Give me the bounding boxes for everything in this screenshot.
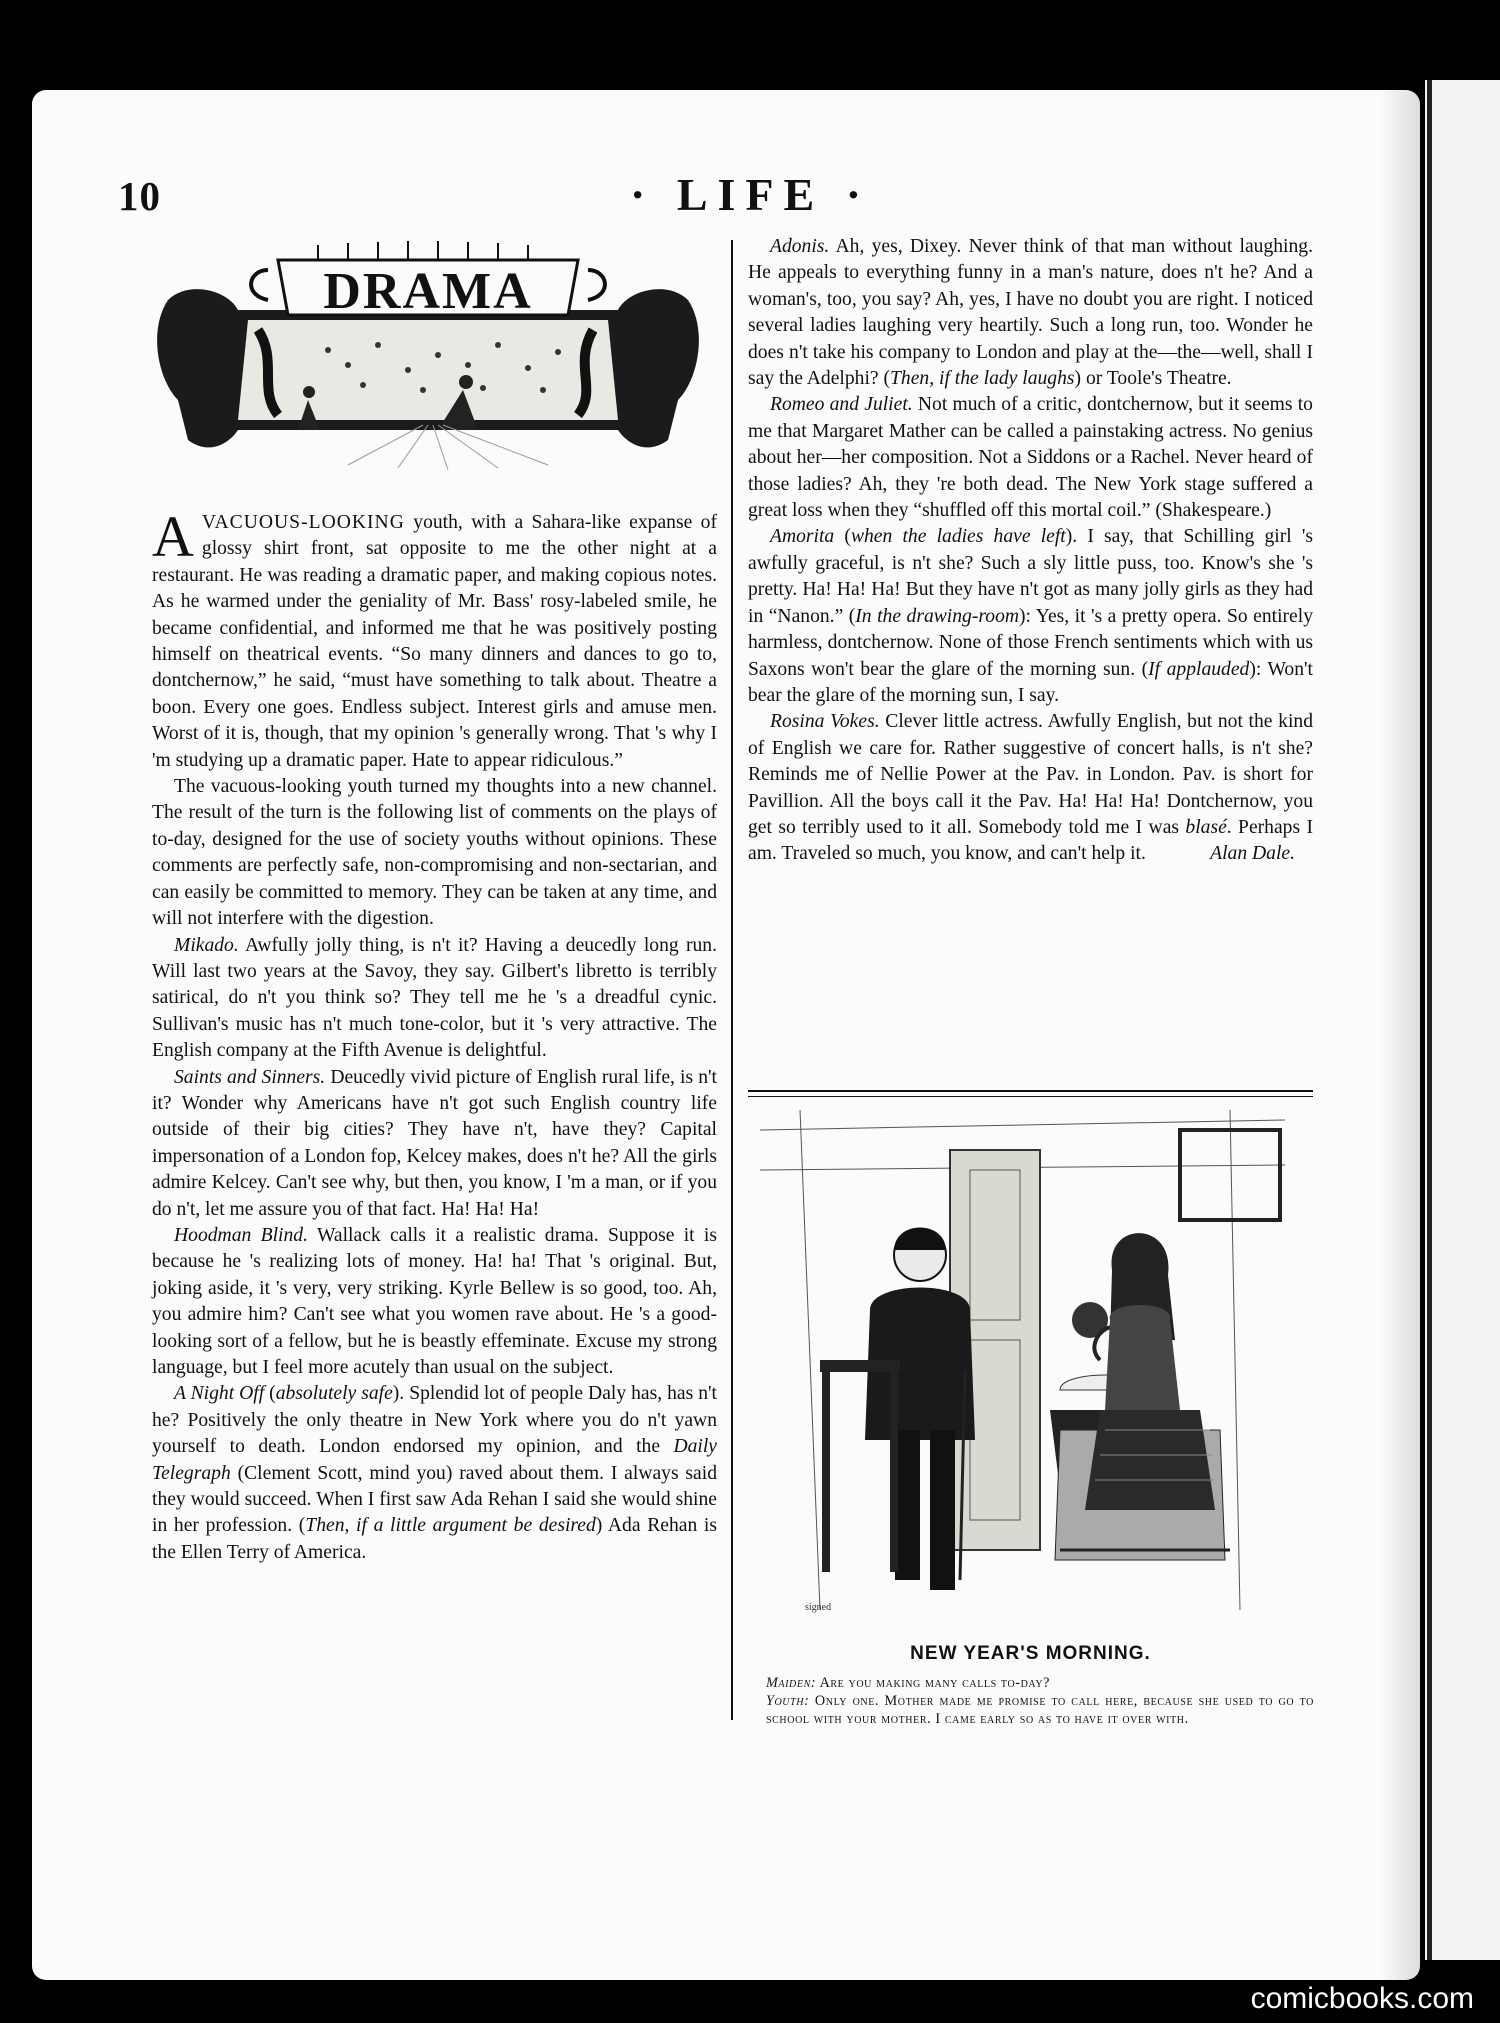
entry-text: Clever little actress. Awfully English, but not the kind of English we care for. Rather suggestive of concert halls, is n't she? Reminds me of Nellie Power at the Pav. in London. Pav. is short for Pavillion. All the boys call it the Pav. Ha! Ha! Ha! Dontchernow, you get so terribly used to it all. Somebody told me I was: [748, 711, 1313, 838]
entry-hoodman-blind: [152, 1223, 717, 1381]
entry-adonis: [748, 234, 1313, 392]
play-title-night-off: A Night Off: [174, 1383, 265, 1405]
play-title-rosina: Rosina Vokes.: [770, 711, 880, 733]
play-title-saints: Saints and Sinners.: [174, 1066, 326, 1088]
blase-word: blasé: [1185, 816, 1227, 838]
play-title-adonis: Adonis.: [770, 236, 830, 257]
drop-cap: A: [152, 504, 194, 569]
entry-mikado: [152, 933, 717, 1065]
play-title-hoodman: Hoodman Blind.: [174, 1224, 308, 1246]
entry-text: : Won't bear the glare of the morning sun, I say.: [748, 658, 1313, 706]
section-rule-top: [748, 1090, 1313, 1092]
entry-rosina-vokes: [748, 709, 1313, 867]
stage-direction: Then, if a little argument be desired: [305, 1515, 596, 1537]
stage-direction: absolutely safe: [275, 1383, 393, 1405]
entry-text: : Yes, it 's a pretty opera. So entirely harmless, dontchernow. None of those French sentiments which with us Saxons won't bear the glare of the morning sun. (: [748, 605, 1313, 680]
play-title-mikado: Mikado.: [174, 934, 239, 956]
drama-column-right: [748, 234, 1313, 868]
stage-direction: In the drawing-room: [855, 605, 1020, 627]
watermark: comicbooks.com: [1250, 1982, 1474, 2015]
new-years-morning-illustration: [760, 1110, 1285, 1650]
entry-text: Awfully jolly thing, is n't it? Having a deucedly long run. Will last two years at the Savoy, they say. Gilbert's libretto is terribly satirical, do n't you think so? They tell me he 's a dreadful cynic. Sullivan's music has n't much tone-color, but it 's very attractive. The English company at the Fifth Avenue is delightful.: [152, 934, 717, 1062]
stage-direction: when the ladies have left: [850, 526, 1066, 548]
entry-a-night-off: A Night Off (absolutely safe). Splendid lot of people Daly has, has n't he? Positively the only theatre in New York where you do n't yawn yourself to death. London endorsed my opinion, and the Daily Telegraph (Clement Scott, mind you) raved about them. I always said they would succeed. When I first saw Ada Rehan I said she would shine in her profession. (Then, if a little argument be desired) Ada Rehan is the Ellen Terry of America.: [152, 1383, 717, 1563]
masthead: · LIFE ·: [630, 169, 872, 220]
entry-text: Wallack calls it a realistic drama. Suppose it is because he 's realizing lots of money. Ha! ha! That 's original. But, joking aside, it 's very, very striking. Kyrle Bellew is so good, too. Ah, you admire him? Can't see what you women rave about. He 's a good-looking sort of a fellow, but he is beastly effeminate. Excuse my strong language, but I feel more acutely than usual on the subject.: [152, 1224, 718, 1378]
entry-text: ) Ada Rehan is the Ellen Terry of America.: [152, 1515, 717, 1563]
stage-direction: If applauded: [1148, 658, 1250, 680]
author-signature: Alan Dale.: [1210, 843, 1295, 865]
entry-text: (Clement Scott, mind you) raved about them. I always said they would succeed. When I first saw Ada Rehan I said she would shine in her profession. (: [152, 1462, 717, 1537]
entry-amorita: Amorita (when the ladies have left). I say, that Schilling girl 's awfully graceful, is n't she? Such a sly little puss, too. Know's she 's pretty. Ha! Ha! Ha! But they have n't got as many jolly girls as they had in “Nanon.” (In the drawing-room): Yes, it 's a pretty opera. So entirely harmless, dontchernow. None of those French sentiments which with us Saxons won't bear the glare of the morning sun. (If applauded): Won't bear the glare of the morning sun, I say.: [748, 526, 1313, 706]
play-title-romeo: Romeo and Juliet.: [770, 394, 913, 416]
entry-text: . Perhaps I am. Traveled so much, you know, and can't help it.: [748, 816, 1313, 865]
entry-text: Ah, yes, Dixey. Never think of that man without laughing. He appeals to everything funny in a man's nature, does n't he? And a woman's, too, you say? Ah, yes, I have no doubt you are right. I noticed several ladies laughing very heartily. Such a long run, too. Wonder he does n't take his company to London and play at the—the—well, shall I say the Adelphi? (: [748, 236, 1313, 390]
channel-paragraph: The vacuous-looking youth turned my thoughts into a new channel. The result of the turn is the following list of comments on the plays of to-day, designed for the use of society youths without opinions. These comments are perfectly safe, non-compromising and non-sectarian, and can easily be committed to memory. They can be taken at any time, and will not interfere with the digestion.: [152, 776, 717, 930]
svg-text:signed: signed: [805, 1602, 832, 1613]
youth-line: Only one. Mother made me promise to call here, because she used to go to school with your mother. I came early so as to have it over with.: [766, 1693, 1314, 1728]
drama-title: DRAMA: [323, 263, 533, 320]
maiden-line: Are you making many calls to-day?: [819, 1675, 1051, 1691]
speaker-maiden: Maiden:: [766, 1675, 817, 1691]
entry-text: I say, that Schilling girl 's awfully graceful, is n't she? Such a sly little puss, too. Know's she 's pretty. Ha! Ha! Ha! But they have n't got as many jolly girls as they had in “Nanon.” (: [748, 526, 1313, 627]
stage-direction: Then, if the lady laughs: [890, 368, 1075, 390]
speaker-youth: Youth:: [766, 1693, 810, 1710]
cartoon-caption: [766, 1674, 1314, 1729]
drama-banner-illustration: [148, 240, 708, 480]
next-page-edge: [1425, 80, 1500, 1960]
entry-saints-and-sinners: [152, 1065, 717, 1223]
drama-column-left: [152, 504, 718, 1566]
entry-text: Deucedly vivid picture of English rural life, is n't it? Wonder why Americans have n't got such English country life outside of their big cities? They have n't, have they? Capital impersonation of a London fop, Kelcey makes, does n't he? All the girls admire Kelcey. Can't see why, but then, you know, I 'm a man, or if you do n't, let me assure you of that fact. Ha! Ha! Ha!: [152, 1066, 717, 1220]
intro-paragraph: [152, 504, 717, 774]
newspaper-name: Daily Telegraph: [152, 1436, 717, 1484]
entry-text: Not much of a critic, dontchernow, but it seems to me that Margaret Mather can be called a painstaking actress. No genius about her—her composition. Not a Siddons or a Rachel. Never heard of those ladies? Ah, they 're both dead. The New York stage suffered a great loss when they “shuffled off this mortal coil.” (Shakespeare.): [748, 394, 1313, 522]
column-rule: [731, 240, 733, 1720]
section-rule-bottom: [748, 1096, 1313, 1097]
intro-lead: VACUOUS-LOOKING: [201, 512, 405, 533]
entry-text: ) or Toole's Theatre.: [1074, 368, 1232, 390]
intro-text: youth, with a Sahara-like expanse of glossy shirt front, sat opposite to me the other night at a restaurant. He was reading a dramatic paper, and making copious notes. As he warmed under the geniality of Mr. Bass' rosy-labeled smile, he became confidential, and informed me that he was positively posting himself on theatrical events. “So many dinners and dances to go to, dontchernow,” he said, “must have something to talk about. Theatre a boon. Every one goes. Endless subject. Interest girls and amuse men. Worst of it is, though, that my opinion 's generally wrong. That 's why I 'm studying up a dramatic paper. Hate to appear ridiculous.”: [152, 512, 717, 771]
cartoon-title: NEW YEAR'S MORNING.: [910, 1643, 1151, 1664]
entry-text: Splendid lot of people Daly has, has n't he? Positively the only theatre in New York where you do n't yawn yourself to death. London endorsed my opinion, and the: [152, 1383, 717, 1458]
entry-romeo-and-juliet: [748, 392, 1313, 524]
page-number: 10: [118, 173, 161, 219]
play-title-amorita: Amorita: [770, 526, 835, 548]
